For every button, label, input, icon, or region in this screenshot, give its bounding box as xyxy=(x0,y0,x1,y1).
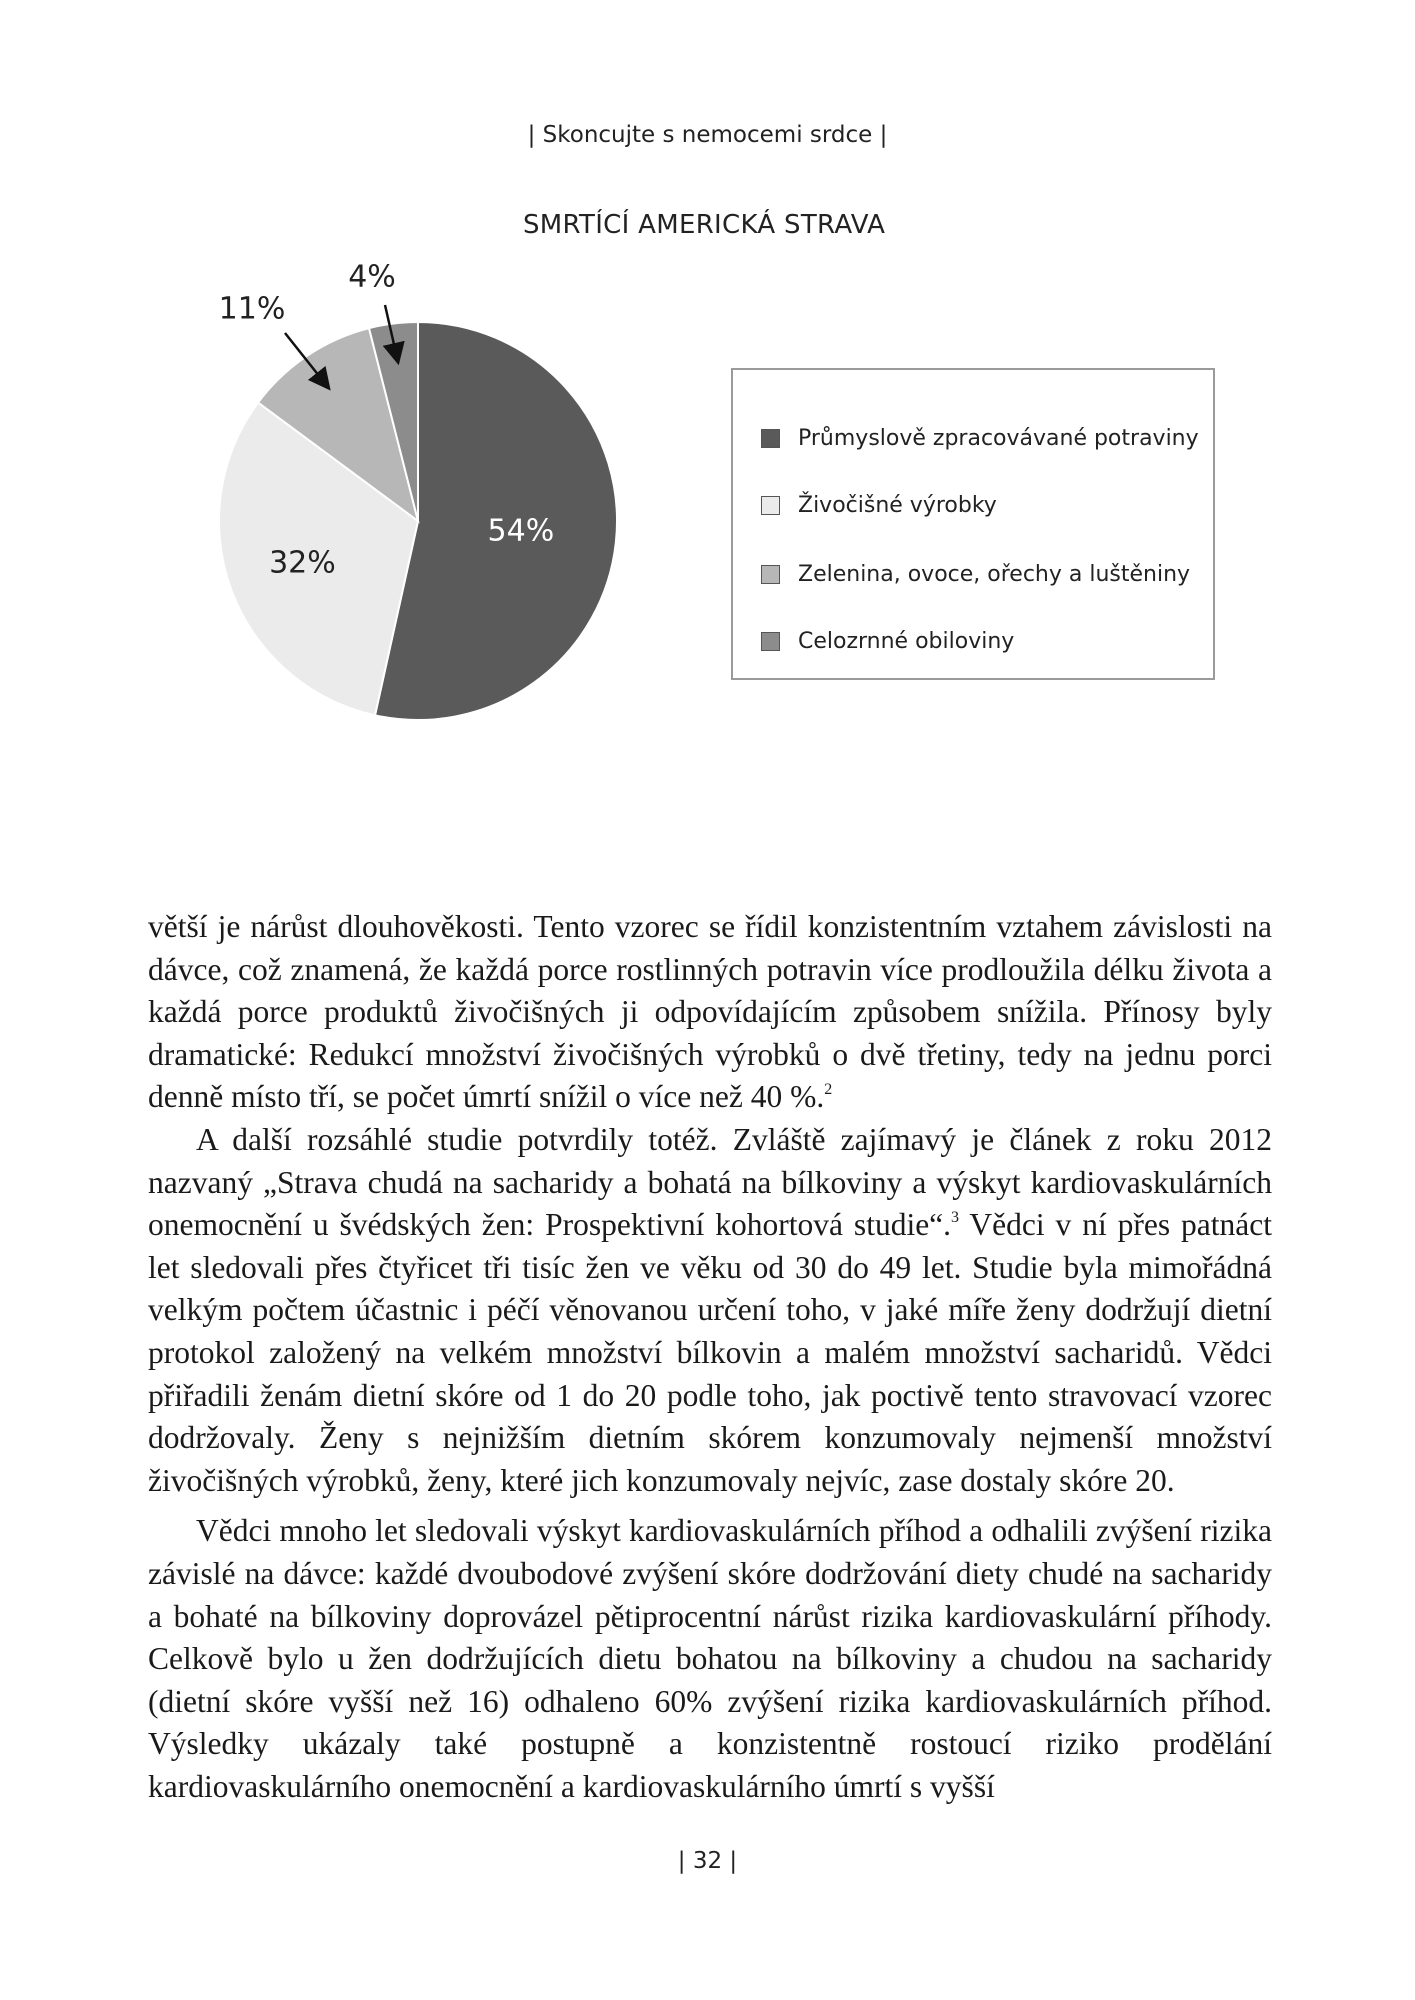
footnote-ref-3: 3 xyxy=(951,1209,960,1227)
pie-label-plants: 11% xyxy=(218,291,286,327)
legend-label-grains: Celozrnné obiloviny xyxy=(798,628,1015,654)
pie-slices xyxy=(219,322,617,720)
chart-legend xyxy=(731,368,1215,680)
pie-label-processed: 54% xyxy=(487,513,555,549)
paragraph-2 xyxy=(148,1119,1272,1502)
chart-title: SMRTÍCÍ AMERICKÁ STRAVA xyxy=(523,210,886,240)
body-text xyxy=(148,906,1272,1808)
pie-label-animal: 32% xyxy=(269,545,336,581)
footnote-ref-2: 2 xyxy=(824,1081,833,1099)
legend-item-animal xyxy=(761,490,997,520)
paragraph-1 xyxy=(148,906,1272,1119)
legend-swatch-animal xyxy=(761,496,780,515)
pie-label-grains: 4% xyxy=(348,259,396,295)
paragraph-2-text-a: A další rozsáhlé studie potvrdily totéž. Zvláště zajímavý je článek z roku 2012 nazvaný „Strava chudá na sacharidy a bohatá na bílkoviny a výskyt kardiovaskulárních onemocnění u švédských žen: Prospektivní kohortová studie“. xyxy=(148,1121,1272,1243)
legend-item-plants xyxy=(761,559,1190,589)
legend-label-processed: Průmyslově zpracovávané potraviny xyxy=(798,425,1199,451)
running-head: | Skoncujte s nemocemi srdce | xyxy=(527,122,888,148)
paragraph-3-text: Vědci mnoho let sledovali výskyt kardiovaskulárních příhod a odhalili zvýšení rizika závislé na dávce: každé dvoubodové zvýšení skóre dodržování diety chudé na sacharidy a bohaté na bílkoviny doprovázel pětiprocentní nárůst rizika kardiovaskulární příhody. Celkově bylo u žen dodržujících dietu bohatou na bílkoviny a chudou na sacharidy (dietní skóre vyšší než 16) odhaleno 60% zvýšení rizika kardiovaskulárních příhod. Výsledky ukázaly také postupně a konzistentně rostoucí riziko prodělání kardiovaskulárního onemocnění a kardiovaskulárního úmrtí s vyšší xyxy=(148,1513,1272,1804)
legend-item-processed xyxy=(761,423,1199,453)
legend-swatch-processed xyxy=(761,429,780,448)
paragraph-1-text: větší je nárůst dlouhověkosti. Tento vzorec se řídil konzistentním vztahem závislosti na dávce, což znamená, že každá porce rostlinných potravin více prodloužila délku života a každá porce produktů živočišných ji odpovídajícím způsobem snížila. Přínosy byly dramatické: Redukcí množství živočišných výrobků o dvě třetiny, tedy na jednu porci denně místo tří, se počet úmrtí snížil o více než 40 %. xyxy=(148,909,1272,1115)
legend-item-grains xyxy=(761,626,1014,656)
legend-label-animal: Živočišné výrobky xyxy=(798,492,997,518)
legend-swatch-plants xyxy=(761,565,780,584)
legend-label-plants: Zelenina, ovoce, ořechy a luštěniny xyxy=(798,561,1191,587)
paragraph-3 xyxy=(148,1510,1272,1808)
page-number: | 32 | xyxy=(677,1848,738,1874)
paragraph-2-text-b: Vědci v ní přes patnáct let sledovali přes čtyřicet tři tisíc žen ve věku od 30 do 49 let. Studie byla mimořádná velkým počtem účastnic i péčí věnovanou určení toho, v jaké míře ženy dodržují dietní protokol založený na velkém množství bílkovin a malém množství sacharidů. Vědci přiřadili ženám dietní skóre od 1 do 20 podle toho, jak poctivě tento stravovací vzorec dodržovaly. Ženy s nejnižším dietním skórem konzumovaly nejmenší množství živočišných výrobků, ženy, které jich konzumovaly nejvíc, zase dostaly skóre 20. xyxy=(148,1207,1273,1498)
legend-swatch-grains xyxy=(761,632,780,651)
